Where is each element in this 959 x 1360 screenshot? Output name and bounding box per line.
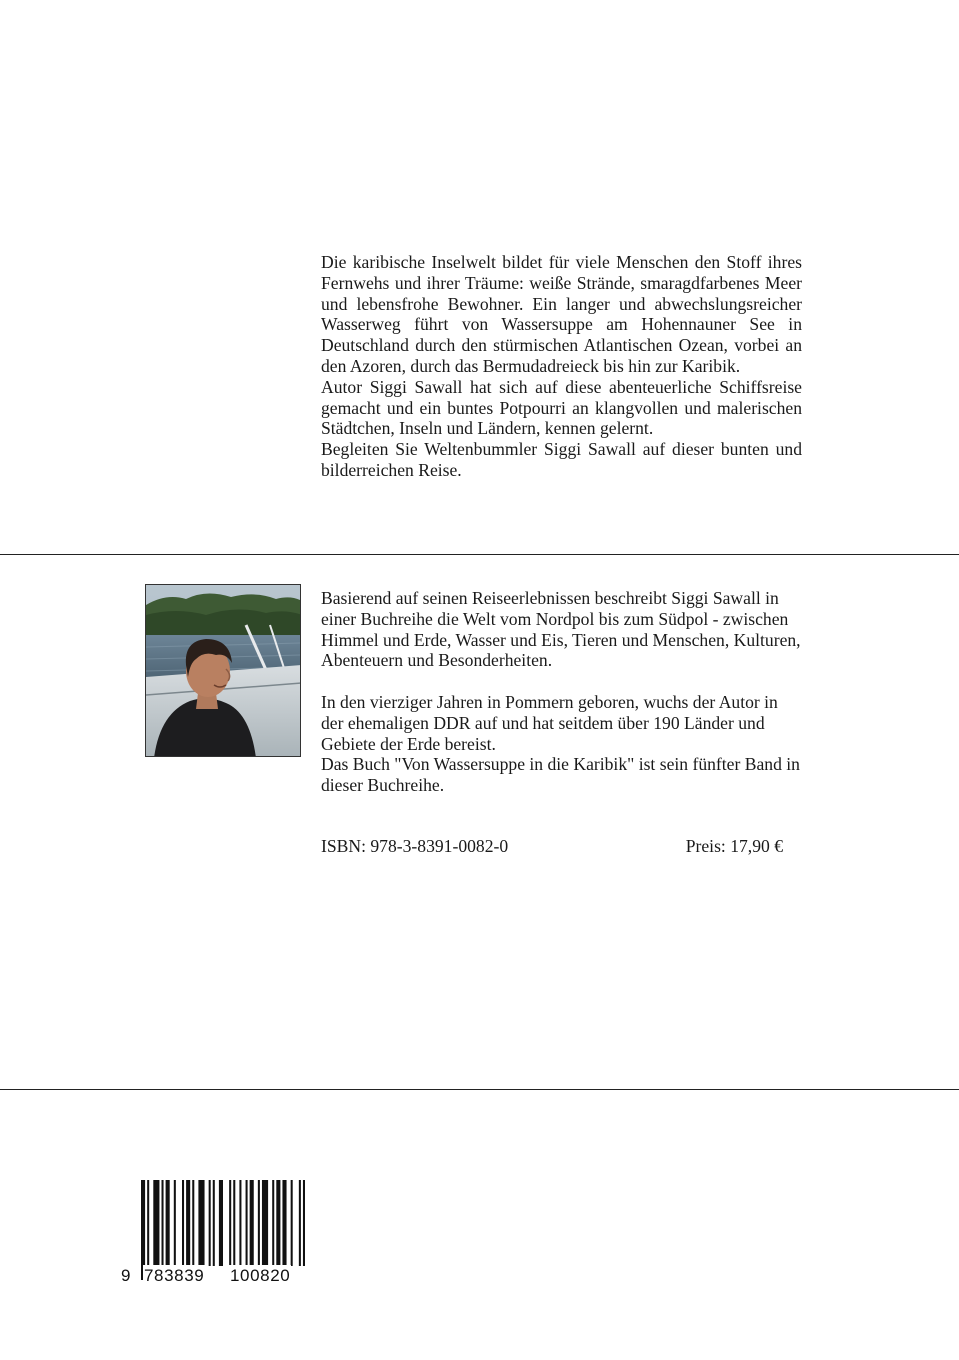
barcode-bar [198,1180,204,1266]
barcode-bar [153,1180,159,1266]
barcode-bar [219,1180,223,1266]
barcode-bar [299,1180,301,1266]
barcode-bar [303,1180,305,1266]
author-photo [145,584,301,757]
barcode-bar [182,1180,184,1266]
barcode-bar [246,1180,248,1266]
divider-bottom [0,1089,959,1090]
barcode-bar [162,1180,164,1266]
barcode-digits [121,1265,311,1287]
author-bio [321,588,801,796]
bio-paragraph-3: Das Buch "Von Wassersuppe in die Karibik" ist sein fünfter Band in dieser Buchreihe. [321,754,800,796]
barcode-bar [229,1180,231,1266]
blurb-paragraph-3: Begleiten Sie Weltenbummler Siggi Sawall auf dieser bunten und bilderreichen Reise. [321,439,802,480]
blurb-paragraph-1: Die karibische Inselwelt bildet für viele Menschen den Stoff ihres Fernwehs und ihrer Träume: weiße Strände, smaragdfarbenes Meer und lebensfrohe Bewohner. Ein langer und abwechslungsreicher Wasserweg führt von Wassersuppe am Hohennauner See in Deutschland durch den stürmischen Atlantischen Ozean, vorbei an den Azoren, durch das Bermudadreieck bis hin zur Karibik. [321,252,802,376]
barcode-bar [282,1180,286,1266]
barcode-bar [186,1180,190,1266]
barcode-bar [291,1180,293,1266]
barcode-bar [239,1180,241,1266]
barcode-bar [213,1180,215,1266]
barcode-bar [209,1180,211,1266]
barcode-first-digit: 9 [121,1266,132,1285]
barcode-bar [258,1180,260,1266]
barcode-bar [233,1180,235,1266]
blurb-paragraph-2: Autor Siggi Sawall hat sich auf diese abenteuerliche Schiffsreise gemacht und ein buntes Potpourri an klangvollen und malerischen Städtchen, Inseln und Ländern, kennen gelernt. [321,376,802,439]
isbn-text: ISBN: 978-3-8391-0082-0 [321,836,509,856]
bio-paragraph-1: Basierend auf seinen Reiseerlebnissen beschreibt Siggi Sawall in einer Buchreihe die Welt vom Nordpol bis zum Südpol - zwischen Himmel und Erde, Wasser und Eis, Tieren und Menschen, Kulturen, Abenteuern und Besonderheiten. [321,588,801,671]
barcode-bar [276,1180,280,1266]
barcode-bar [272,1180,274,1266]
price-text: Preis: 17,90 € [685,836,783,856]
bio-paragraph-2: In den vierziger Jahren in Pommern geboren, wuchs der Autor in der ehemaligen DDR auf und hat seitdem über 190 Länder und Gebiete der Erde bereist. [321,691,778,754]
isbn-price-row [321,836,783,857]
barcode-bar [192,1180,194,1266]
back-cover-blurb [321,252,802,481]
barcode-bar [262,1180,268,1266]
author-portrait-icon [146,585,301,757]
barcode-bar [166,1180,170,1266]
barcode-group-1: 783839 [144,1266,205,1285]
barcode-bar [174,1180,176,1266]
barcode-group-2: 100820 [230,1266,291,1285]
divider-top [0,554,959,555]
